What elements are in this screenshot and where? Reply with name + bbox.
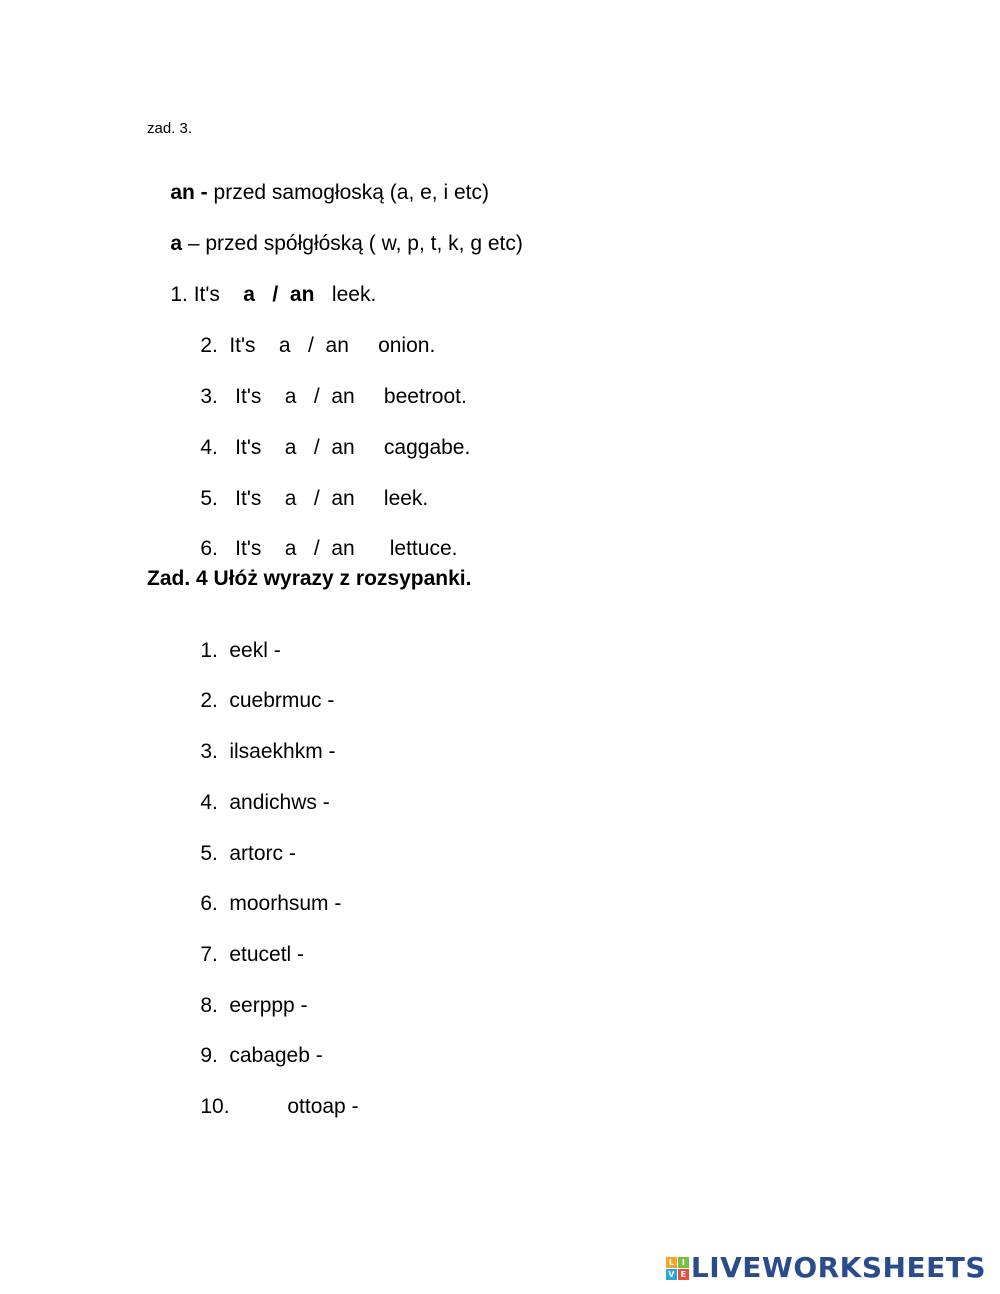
item-number: 5. xyxy=(200,842,218,865)
item-text: cabageb - xyxy=(229,1044,323,1067)
item-number: 10. xyxy=(200,1095,230,1118)
liveworksheets-logo[interactable] xyxy=(666,1252,986,1284)
item-text: cuebrmuc - xyxy=(229,689,335,712)
task4-title: Zad. 4 Ułóż wyrazy z rozsypanki. xyxy=(147,567,472,590)
item-text: It's a / an leek. xyxy=(229,487,429,510)
rule-a-word: a xyxy=(170,232,183,255)
item-number: 3. xyxy=(200,740,218,763)
mark-cell-e: E xyxy=(678,1269,689,1280)
example-prefix: 1. It's xyxy=(170,283,244,306)
item-number: 1. xyxy=(200,639,218,662)
item-text: It's a / an beetroot. xyxy=(229,385,467,408)
item-number: 8. xyxy=(200,994,218,1017)
item-text: etucetl - xyxy=(229,943,305,966)
item-text: artorc - xyxy=(229,842,296,865)
mark-cell-l: L xyxy=(666,1257,677,1268)
item-text: It's a / an onion. xyxy=(229,334,436,357)
task4-item[interactable] xyxy=(177,1075,359,1138)
item-text: eekl - xyxy=(229,639,281,662)
mark-cell-i: I xyxy=(678,1257,689,1268)
liveworksheets-mark-icon xyxy=(666,1257,689,1280)
item-number: 3. xyxy=(200,385,218,408)
example-answer: a / an xyxy=(243,283,315,306)
item-text: ottoap - xyxy=(287,1095,359,1118)
item-text: ilsaekhkm - xyxy=(229,740,336,763)
item-number: 2. xyxy=(200,689,218,712)
item-number: 2. xyxy=(200,334,218,357)
item-text: andichws - xyxy=(229,791,330,814)
item-text: moorhsum - xyxy=(229,892,342,915)
item-number: 7. xyxy=(200,943,218,966)
rule-a-text: – przed spółgłóską ( w, p, t, k, g etc) xyxy=(182,232,523,255)
rule-an-word: an - xyxy=(170,181,208,204)
task-label: zad. 3. xyxy=(147,120,193,137)
item-number: 9. xyxy=(200,1044,218,1067)
item-number: 4. xyxy=(200,436,218,459)
rule-an-text: przed samogłoską (a, e, i etc) xyxy=(207,181,489,204)
item-text: It's a / an caggabe. xyxy=(229,436,471,459)
mark-cell-v: V xyxy=(666,1269,677,1280)
item-number: 6. xyxy=(200,892,218,915)
item-text: It's a / an lettuce. xyxy=(229,537,458,560)
item-text: eerppp - xyxy=(229,994,308,1017)
item-number: 6. xyxy=(200,537,218,560)
item-number: 5. xyxy=(200,487,218,510)
liveworksheets-wordmark: LIVEWORKSHEETS xyxy=(690,1251,986,1284)
example-suffix: leek. xyxy=(314,283,377,306)
item-number: 4. xyxy=(200,791,218,814)
